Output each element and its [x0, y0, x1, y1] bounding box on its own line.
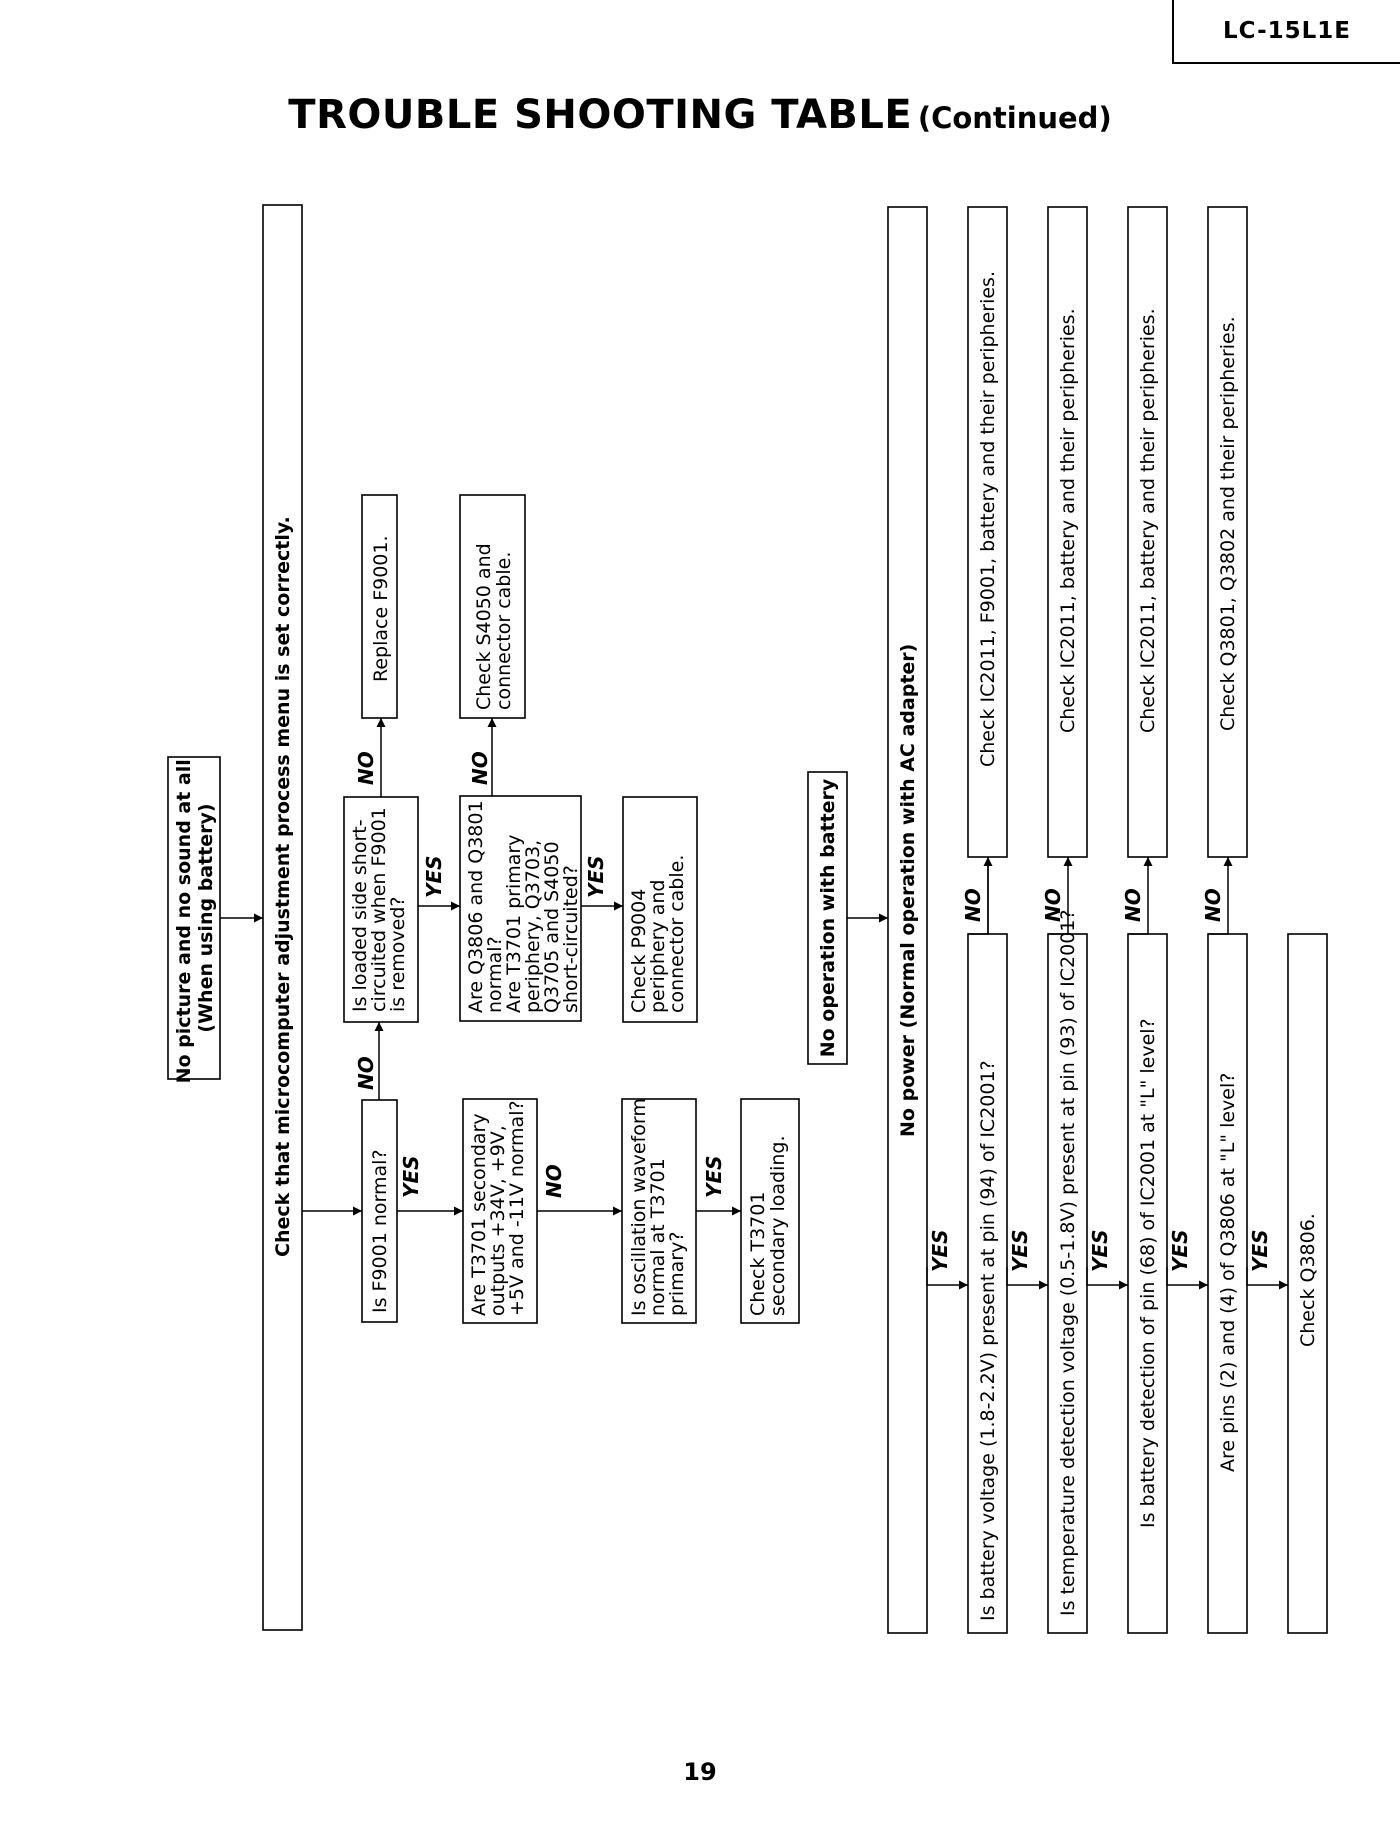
label-temperature-no: NO [1041, 888, 1065, 922]
question-t3701-outputs-line-2: outputs +34V, +9V, [487, 1125, 509, 1316]
action-replace-f9001-box [362, 495, 397, 718]
question-f9001-normal-box [362, 1100, 397, 1322]
label-q3806-pins-no: NO [1201, 888, 1225, 922]
question-temperature-text: Is temperature detection voltage (0.5-1.8V) present at pin (93) of IC2001? [1057, 909, 1079, 1616]
check-menu-text: Check that microcomputer adjustment process menu is set correctly. [272, 516, 294, 1257]
question-q3806-q3801-line-2: normal? [484, 936, 506, 1013]
question-loaded-side-line-2: circuited when F9001 [368, 807, 390, 1012]
question-q3806-q3801-line-5: Q3705 and S4050 [541, 841, 563, 1013]
start-no-operation-box [808, 772, 847, 1064]
action-q3806-pins-text: Check Q3801, Q3802 and their peripheries. [1217, 316, 1239, 731]
page-title-main: TROUBLE SHOOTING TABLE [288, 92, 913, 138]
flow-no-picture-no-sound [168, 205, 799, 1630]
page-title-sub: (Continued) [917, 101, 1112, 135]
action-battery-box [968, 207, 1007, 857]
question-oscillation-line-2: normal at T3701 [647, 1158, 669, 1316]
question-battery-voltage-box [968, 934, 1007, 1633]
action-battery-detection-text: Check IC2011, battery and their peripheries. [1137, 308, 1159, 733]
action-check-p9004-line-2: periphery and [647, 879, 669, 1013]
action-replace-f9001-text: Replace F9001. [370, 535, 392, 682]
action-battery-detection-box [1128, 207, 1167, 857]
action-q3806-pins-box [1208, 207, 1247, 857]
start-no-operation-text: No operation with battery [817, 778, 839, 1058]
question-t3701-outputs-text [468, 1100, 528, 1316]
question-battery-detection-box [1128, 934, 1167, 1633]
model-number: LC-15L1E [1223, 18, 1351, 44]
label-temperature-yes: YES [1088, 1229, 1112, 1272]
action-check-s4050-text [473, 537, 515, 710]
question-q3806-q3801-line-6: short-circuited? [560, 865, 582, 1013]
question-oscillation-box [622, 1092, 696, 1323]
question-battery-detection-text: Is battery detection of pin (68) of IC2001 at "L" level? [1137, 1018, 1159, 1528]
label-t3701-outputs-no: NO [542, 1164, 566, 1198]
label-battery-detection-no: NO [1121, 888, 1145, 922]
label-oscillation-yes: YES [702, 1155, 726, 1198]
label-q3806-pins-yes: YES [1248, 1229, 1272, 1272]
action-check-p9004-box [623, 797, 697, 1022]
question-q3806-q3801-line-4: periphery, Q3703, [522, 839, 544, 1013]
action-check-p9004-line-1: Check P9004 [628, 888, 650, 1013]
question-q3806-pins-box [1208, 934, 1247, 1633]
question-q3806-q3801-line-3: Are T3701 primary [503, 834, 525, 1013]
label-battery-detection-yes: YES [1168, 1229, 1192, 1272]
action-temperature-text: Check IC2011, battery and their peripheries. [1057, 308, 1079, 733]
label-loaded-side-yes: YES [422, 855, 446, 898]
question-loaded-side-box [344, 797, 418, 1022]
action-check-s4050-line-2: connector cable. [493, 551, 515, 710]
action-check-p9004-line-3: connector cable. [666, 854, 688, 1013]
action-check-t3701-line-2: secondary loading. [767, 1135, 789, 1316]
question-q3806-q3801-box [460, 794, 582, 1021]
label-f9001-no: NO [354, 1056, 378, 1090]
action-check-t3701-line-1: Check T3701 [747, 1191, 769, 1316]
question-q3806-pins-text: Are pins (2) and (4) of Q3806 at "L" level? [1217, 1072, 1239, 1472]
label-f9001-yes: YES [399, 1155, 423, 1198]
no-power-box [888, 207, 927, 1633]
question-loaded-side-line-1: Is loaded side short- [349, 819, 371, 1012]
label-q3806-no: NO [468, 751, 492, 785]
question-t3701-outputs-line-3: +5V and -11V normal? [506, 1100, 528, 1316]
start-no-picture-line-2: (When using battery) [195, 803, 217, 1033]
no-power-text: No power (Normal operation with AC adapter) [897, 643, 919, 1137]
action-check-t3701-box [741, 1099, 799, 1323]
flow-no-operation-battery [808, 207, 1327, 1633]
question-temperature-box [1048, 910, 1087, 1633]
label-no-power-yes: YES [928, 1229, 952, 1272]
action-check-s4050-box [460, 495, 525, 718]
question-oscillation-line-3: primary? [666, 1231, 688, 1316]
label-battery-voltage-no: NO [961, 888, 985, 922]
start-no-picture-line-1: No picture and no sound at all [173, 759, 195, 1084]
action-temperature-box [1048, 207, 1087, 857]
question-loaded-side-line-3: is removed? [387, 896, 409, 1012]
question-t3701-outputs-line-1: Are T3701 secondary [468, 1113, 490, 1316]
label-q3806-yes: YES [584, 855, 608, 898]
start-no-picture-box [168, 753, 220, 1084]
check-menu-box [263, 205, 302, 1630]
page-number: 19 [683, 1758, 717, 1786]
action-check-q3806-text: Check Q3806. [1297, 1213, 1319, 1347]
action-check-q3806-box [1288, 934, 1327, 1633]
question-oscillation-line-1: Is oscillation waveform [628, 1098, 650, 1316]
label-battery-voltage-yes: YES [1008, 1229, 1032, 1272]
action-battery-text: Check IC2011, F9001, battery and their peripheries. [977, 271, 999, 767]
label-loaded-side-no: NO [354, 751, 378, 785]
action-check-s4050-line-1: Check S4050 and [473, 543, 495, 710]
question-battery-voltage-text: Is battery voltage (1.8-2.2V) present at pin (94) of IC2001? [977, 1060, 999, 1621]
question-q3806-q3801-line-1: Are Q3806 and Q3801 [465, 800, 487, 1013]
question-f9001-normal-text: Is F9001 normal? [369, 1149, 391, 1313]
question-t3701-outputs-box [463, 1099, 537, 1323]
